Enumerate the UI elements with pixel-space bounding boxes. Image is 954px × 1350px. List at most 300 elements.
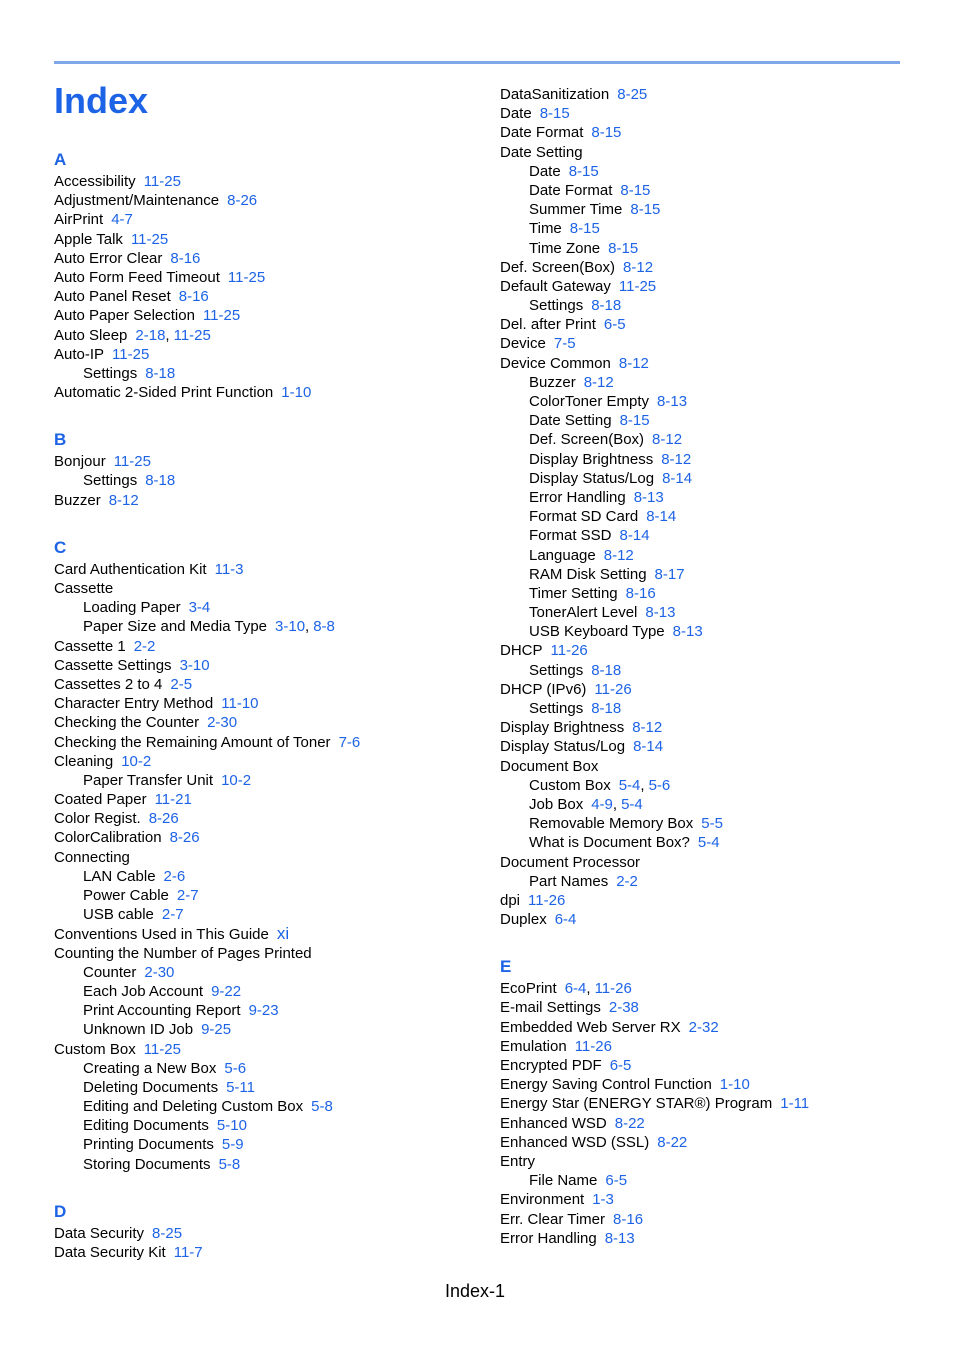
page-reference-link[interactable]: 2-7 (161, 906, 184, 924)
page-reference-link[interactable]: 1-3 (592, 1191, 614, 1209)
entry-term: Error Handling (500, 1229, 597, 1247)
entry-term: ColorToner Empty (529, 393, 650, 410)
page-reference-link[interactable]: 8-26 (227, 192, 258, 210)
entry-term: What is Document Box? (529, 834, 690, 852)
index-subentry (500, 622, 930, 641)
index-entry (54, 1243, 484, 1262)
page-reference-link[interactable]: 8-16 (613, 1210, 644, 1228)
index-entry (54, 752, 484, 771)
page-reference-link[interactable]: 4-9 (591, 795, 613, 813)
entry-term: ColorCalibration (54, 829, 162, 847)
entry-term: Print Accounting Report (83, 1002, 241, 1020)
page-reference-link[interactable]: 8-18 (145, 472, 176, 490)
index-subentry (54, 963, 484, 982)
page-reference-link[interactable]: 5-9 (221, 1136, 244, 1154)
index-entry (54, 944, 484, 963)
page-reference-link[interactable]: 2-30 (207, 714, 238, 732)
page-reference-link[interactable]: 1-10 (719, 1076, 750, 1094)
page-reference-link[interactable]: 8-14 (662, 469, 693, 487)
index-subentry (54, 1078, 484, 1097)
entry-term: Each Job Account (83, 982, 204, 1000)
index-subentry (54, 886, 484, 905)
index-subentry (54, 867, 484, 886)
entry-term: Cassette 1 (54, 637, 126, 655)
index-subentry (500, 507, 930, 526)
index-entry (500, 1229, 930, 1248)
entry-term: Err. Clear Timer (500, 1210, 606, 1228)
entry-term: Buzzer (54, 491, 101, 509)
top-divider (54, 61, 900, 64)
page-reference-link[interactable]: 11-26 (550, 642, 588, 660)
index-subentry (500, 392, 930, 411)
page-reference-link[interactable]: 8-15 (620, 181, 651, 199)
page-reference-link[interactable]: 3-4 (188, 599, 211, 617)
entry-term: Unknown ID Job (83, 1021, 194, 1039)
index-subentry (500, 373, 930, 392)
page-ref-separator: , (640, 776, 645, 794)
index-entry (54, 637, 484, 656)
page-reference-link[interactable]: 11-7 (173, 1244, 203, 1261)
index-subentry (500, 776, 930, 795)
entry-term: Creating a New Box (83, 1059, 217, 1077)
page-reference-link[interactable]: 11-26 (594, 980, 632, 998)
entry-term: Removable Memory Box (529, 815, 694, 833)
page-reference-link[interactable]: 10-2 (221, 771, 252, 789)
entry-term: Error Handling (529, 488, 626, 506)
page-reference-link[interactable]: 8-25 (152, 1224, 183, 1242)
page-reference-link[interactable]: 2-2 (133, 637, 156, 655)
page-reference-link[interactable]: 8-15 (591, 124, 622, 142)
entry-term: Connecting (54, 848, 130, 866)
entry-term: AirPrint (54, 211, 104, 229)
page-reference-link[interactable]: 8-15 (569, 220, 600, 238)
entry-term: Document Processor (500, 853, 641, 871)
entry-term: USB Keyboard Type (529, 623, 665, 641)
index-subentry (500, 162, 930, 181)
index-entry (54, 713, 484, 732)
page-reference-link[interactable]: 8-13 (672, 623, 703, 641)
index-entry (54, 249, 484, 268)
index-subentry (54, 598, 484, 617)
page-reference-link[interactable]: 8-22 (657, 1133, 688, 1151)
page-reference-link[interactable]: 2-5 (170, 675, 193, 693)
index-entry (500, 1018, 930, 1037)
page-reference-link[interactable]: 8-12 (661, 450, 692, 468)
entry-term: Counter (83, 963, 137, 981)
page-reference-link[interactable]: 8-26 (148, 810, 179, 828)
section-gap (500, 929, 930, 954)
entry-term: E-mail Settings (500, 999, 601, 1017)
page-reference-link[interactable]: 4-7 (111, 211, 133, 229)
entry-term: Timer Setting (529, 584, 618, 602)
page-reference-link[interactable]: 8-13 (645, 604, 676, 622)
entry-term: Settings (83, 364, 138, 382)
page-reference-link[interactable]: 8-18 (591, 297, 622, 315)
page-reference-link[interactable]: 5-8 (311, 1098, 333, 1116)
entry-term: Apple Talk (54, 230, 123, 248)
page-reference-link[interactable]: 5-4 (621, 795, 643, 813)
page-reference-link[interactable]: 8-15 (619, 412, 650, 430)
page-ref-separator: , (586, 980, 591, 998)
entry-term: Language (529, 546, 596, 564)
index-entry (54, 1040, 484, 1059)
page-reference-link[interactable]: 11-26 (528, 891, 566, 909)
entry-term: Device (500, 335, 546, 353)
section-heading: B (54, 430, 67, 450)
page-reference-link[interactable]: 5-6 (224, 1059, 247, 1077)
index-entry (54, 828, 484, 847)
index-entry (500, 910, 930, 929)
entry-term: TonerAlert Level (529, 604, 638, 622)
page-reference-link[interactable]: 8-13 (633, 488, 664, 506)
index-entry (500, 998, 930, 1017)
index-subentry (500, 872, 930, 891)
entry-term: Time Zone (529, 239, 601, 257)
index-subentry (500, 1171, 930, 1190)
page-reference-link[interactable]: 11-26 (594, 680, 632, 698)
page-reference-link[interactable]: 5-4 (697, 834, 720, 852)
entry-term: Paper Transfer Unit (83, 771, 214, 789)
page-reference-link[interactable]: 8-15 (539, 105, 570, 123)
index-entry (500, 1152, 930, 1171)
page-reference-link[interactable]: 5-4 (618, 776, 641, 794)
index-entry (500, 104, 930, 123)
index-subentry (500, 219, 930, 238)
entry-term: Checking the Remaining Amount of Toner (54, 733, 331, 751)
index-subentry (54, 982, 484, 1001)
entry-term: Document Box (500, 757, 599, 775)
index-entry (500, 1056, 930, 1075)
index-entry (54, 287, 484, 306)
entry-term: Data Security Kit (54, 1244, 166, 1261)
page-reference-link[interactable]: 8-16 (170, 249, 201, 267)
index-entry (500, 1114, 930, 1133)
page-reference-link[interactable]: 8-18 (591, 661, 622, 679)
entry-term: Display Brightness (500, 719, 625, 737)
entry-term: Custom Box (529, 776, 611, 794)
page-reference-link[interactable]: 8-12 (618, 354, 649, 372)
page-reference-link[interactable]: 6-5 (609, 1057, 632, 1074)
page-reference-link[interactable]: 9-22 (211, 982, 242, 1000)
entry-term: Environment (500, 1191, 585, 1209)
entry-term: Adjustment/Maintenance (54, 192, 220, 210)
page-reference-link[interactable]: 11-25 (173, 326, 211, 344)
page-reference-link[interactable]: 11-25 (112, 345, 150, 363)
entry-term: Editing and Deleting Custom Box (83, 1098, 304, 1116)
index-entry (500, 1094, 930, 1113)
section-heading: D (54, 1201, 67, 1221)
entry-term: LAN Cable (83, 867, 156, 885)
page-reference-link[interactable]: 2-38 (608, 999, 639, 1017)
entry-term: Accessibility (54, 173, 136, 190)
entry-term: Power Cable (83, 887, 169, 904)
page-reference-link[interactable]: 11-25 (143, 1040, 181, 1058)
index-subentry (54, 771, 484, 790)
entry-term: DataSanitization (500, 86, 610, 103)
page-reference-link[interactable]: 9-23 (248, 1002, 279, 1020)
index-entry (54, 383, 484, 402)
page-reference-link[interactable]: 9-25 (201, 1021, 232, 1039)
index-subentry (500, 814, 930, 833)
index-entry (54, 1224, 484, 1243)
page-reference-link[interactable]: 2-2 (616, 872, 638, 890)
index-entry (54, 326, 484, 345)
entry-term: Storing Documents (83, 1155, 211, 1173)
page-reference-link[interactable]: 8-16 (625, 584, 656, 602)
page-reference-link[interactable]: 2-30 (144, 963, 175, 981)
entry-term: RAM Disk Setting (529, 565, 647, 583)
entry-term: Emulation (500, 1037, 567, 1055)
entry-term: Default Gateway (500, 277, 611, 295)
index-entry (500, 641, 930, 660)
entry-term: Date (529, 162, 561, 180)
index-subentry (500, 565, 930, 584)
page-reference-link[interactable]: 8-16 (178, 288, 209, 306)
entry-term: Time (529, 220, 562, 238)
entry-term: Card Authentication Kit (54, 560, 207, 578)
entry-term: Color Regist. (54, 810, 141, 828)
page-reference-link[interactable]: 11-3 (214, 560, 244, 578)
page-reference-link[interactable]: 5-5 (701, 815, 723, 833)
entry-term: Custom Box (54, 1040, 136, 1058)
page-reference-link[interactable]: 7-5 (553, 335, 576, 353)
entry-term: Printing Documents (83, 1136, 214, 1154)
page-reference-link[interactable]: 8-8 (313, 618, 335, 636)
page-reference-link[interactable]: 2-7 (176, 887, 199, 904)
page-reference-link[interactable]: 8-15 (568, 162, 599, 180)
page-reference-link[interactable]: 8-18 (145, 364, 176, 382)
entry-term: Coated Paper (54, 791, 147, 809)
entry-term: Cassettes 2 to 4 (54, 675, 163, 693)
index-subentry (500, 584, 930, 603)
page-reference-link[interactable]: 8-25 (617, 86, 648, 103)
page-reference-link[interactable]: 8-18 (591, 700, 622, 717)
page-reference-link[interactable]: 2-18 (135, 326, 166, 344)
page-reference-link[interactable]: 11-10 (221, 695, 259, 713)
entry-term: Cassette Settings (54, 656, 172, 674)
index-entry (500, 354, 930, 373)
index-entry (54, 694, 484, 713)
entry-term: Character Entry Method (54, 695, 214, 713)
page-reference-link[interactable]: 3-10 (179, 656, 210, 674)
page-reference-link[interactable]: 1-11 (780, 1095, 810, 1113)
page-reference-link[interactable]: 8-15 (608, 239, 639, 257)
page-reference-link[interactable]: 8-17 (654, 565, 685, 583)
entry-term: EcoPrint (500, 980, 557, 998)
entry-term: Enhanced WSD (SSL) (500, 1133, 650, 1151)
index-subentry (54, 1001, 484, 1020)
index-entry (500, 1210, 930, 1229)
index-subentry (500, 296, 930, 315)
entry-term: Settings (83, 472, 138, 490)
entry-term: Date Setting (529, 412, 612, 430)
entry-term: Buzzer (529, 373, 576, 391)
entry-term: Duplex (500, 911, 547, 929)
index-entry (500, 277, 930, 296)
entry-term: Settings (529, 297, 584, 315)
index-subentry (54, 1020, 484, 1039)
section-heading: E (500, 957, 512, 977)
index-entry (500, 334, 930, 353)
page-reference-link[interactable]: 8-13 (657, 393, 688, 410)
index-entry (500, 853, 930, 872)
page-reference-link[interactable]: 11-25 (143, 173, 181, 190)
page-reference-link[interactable]: 6-5 (605, 1172, 628, 1190)
index-entry (500, 315, 930, 334)
index-entry (54, 210, 484, 229)
index-entry (54, 790, 484, 809)
page-reference-link[interactable]: xi (276, 924, 290, 944)
index-column-right (500, 85, 930, 1248)
page-reference-link[interactable]: 11-25 (130, 230, 169, 248)
page-reference-link[interactable]: 8-14 (619, 527, 650, 545)
entry-term: Auto Panel Reset (54, 288, 171, 306)
entry-term: Encrypted PDF (500, 1057, 602, 1074)
entry-term: Date Setting (500, 143, 583, 161)
page-reference-link[interactable]: 8-14 (633, 738, 664, 756)
entry-term: Paper Size and Media Type (83, 618, 268, 636)
section-heading: A (54, 150, 67, 169)
index-entry (54, 924, 484, 943)
index-entry (54, 491, 484, 510)
page-reference-link[interactable]: 5-10 (216, 1117, 247, 1135)
entry-term: Entry (500, 1152, 536, 1170)
index-subentry (500, 526, 930, 545)
entry-term: Energy Saving Control Function (500, 1076, 712, 1094)
page-ref-separator: , (165, 326, 170, 344)
page-reference-link[interactable]: 5-8 (218, 1155, 241, 1173)
index-entry (500, 718, 930, 737)
index-entry (54, 172, 484, 191)
page-reference-link[interactable]: 8-26 (169, 829, 200, 847)
page-ref-separator: , (305, 618, 310, 636)
index-subentry (500, 450, 930, 469)
page-ref-separator: , (612, 795, 618, 813)
index-entry (54, 733, 484, 752)
page-reference-link[interactable]: 11-21 (154, 791, 192, 809)
page-reference-link[interactable]: 8-14 (646, 508, 677, 526)
section-heading: C (54, 537, 67, 557)
entry-term: Display Brightness (529, 450, 654, 468)
index-entry (54, 579, 484, 598)
index-entry (500, 1075, 930, 1094)
index-entry (54, 191, 484, 210)
page-reference-link[interactable]: 7-6 (338, 733, 361, 751)
index-column-left (54, 147, 484, 1262)
index-subentry (54, 1116, 484, 1135)
index-entry (500, 258, 930, 277)
entry-term: Auto Error Clear (54, 249, 163, 267)
index-entry (54, 656, 484, 675)
index-subentry (500, 200, 930, 219)
page-reference-link[interactable]: 8-12 (623, 258, 654, 276)
entry-term: Auto Form Feed Timeout (54, 268, 220, 286)
page-reference-link[interactable]: 6-5 (603, 316, 626, 334)
page-reference-link[interactable]: 3-10 (275, 618, 306, 636)
entry-term: Display Status/Log (500, 738, 626, 756)
index-subentry (500, 239, 930, 258)
entry-term: Def. Screen(Box) (529, 431, 645, 449)
page-reference-link[interactable]: 11-26 (574, 1037, 612, 1055)
entry-term: Display Status/Log (529, 469, 655, 487)
index-entry (500, 1190, 930, 1209)
index-entry (54, 268, 484, 287)
page-reference-link[interactable]: 8-12 (632, 719, 663, 737)
index-subentry (500, 795, 930, 814)
entry-term: Editing Documents (83, 1117, 209, 1135)
index-subentry (500, 699, 930, 718)
page-reference-link[interactable]: 6-4 (564, 980, 587, 998)
entry-term: Date Format (500, 124, 584, 142)
index-subentry (54, 1155, 484, 1174)
page-reference-link[interactable]: 10-2 (121, 752, 152, 770)
index-subentry (54, 1059, 484, 1078)
page-reference-link[interactable]: 8-15 (630, 201, 661, 219)
page-reference-link[interactable]: 6-4 (554, 911, 577, 929)
index-entry (54, 848, 484, 867)
index-subentry (500, 833, 930, 852)
page-reference-link[interactable]: 11-25 (202, 307, 241, 325)
entry-term: USB cable (83, 906, 154, 924)
index-entry (54, 452, 484, 471)
page-reference-link[interactable]: 8-22 (614, 1114, 645, 1132)
index-entry (500, 757, 930, 776)
index-entry (54, 560, 484, 579)
page-reference-link[interactable]: 2-6 (163, 867, 186, 885)
page-reference-link[interactable]: 5-11 (226, 1078, 255, 1096)
entry-term: DHCP (500, 642, 543, 660)
index-subentry (500, 661, 930, 680)
page-reference-link[interactable]: 11-25 (113, 453, 151, 471)
entry-term: Settings (529, 661, 584, 679)
index-subentry (54, 1097, 484, 1116)
page-reference-link[interactable]: 8-12 (652, 431, 683, 449)
index-subentry (54, 617, 484, 636)
entry-term: Date Format (529, 181, 613, 199)
entry-term: Checking the Counter (54, 714, 200, 732)
entry-term: Part Names (529, 872, 609, 890)
index-subentry (500, 430, 930, 449)
page-reference-link[interactable]: 8-13 (604, 1229, 635, 1247)
page-reference-link[interactable]: 11-25 (227, 268, 266, 286)
entry-term: Def. Screen(Box) (500, 258, 616, 276)
page-reference-link[interactable]: 1-10 (281, 384, 312, 402)
index-entry (54, 230, 484, 249)
page-reference-link[interactable]: 8-12 (108, 491, 139, 509)
entry-term: Automatic 2-Sided Print Function (54, 384, 274, 402)
entry-term: Summer Time (529, 201, 623, 219)
page-reference-link[interactable]: 5-6 (648, 776, 671, 794)
entry-term: Auto-IP (54, 345, 105, 363)
index-subentry (500, 469, 930, 488)
entry-term: Embedded Web Server RX (500, 1018, 681, 1036)
entry-term: Device Common (500, 354, 611, 372)
page-reference-link[interactable]: 2-32 (688, 1018, 719, 1036)
entry-term: Enhanced WSD (500, 1114, 607, 1132)
entry-term: Auto Sleep (54, 326, 128, 344)
index-entry (500, 1133, 930, 1152)
page-reference-link[interactable]: 8-12 (583, 373, 614, 391)
page-reference-link[interactable]: 8-12 (603, 546, 634, 564)
entry-term: Cleaning (54, 752, 114, 770)
entry-term: Conventions Used in This Guide (54, 926, 269, 944)
section-gap (54, 510, 484, 535)
entry-term: Del. after Print (500, 316, 596, 334)
index-subentry (54, 1135, 484, 1154)
index-subentry (54, 364, 484, 383)
page-reference-link[interactable]: 11-25 (618, 277, 657, 295)
index-subentry (500, 181, 930, 200)
